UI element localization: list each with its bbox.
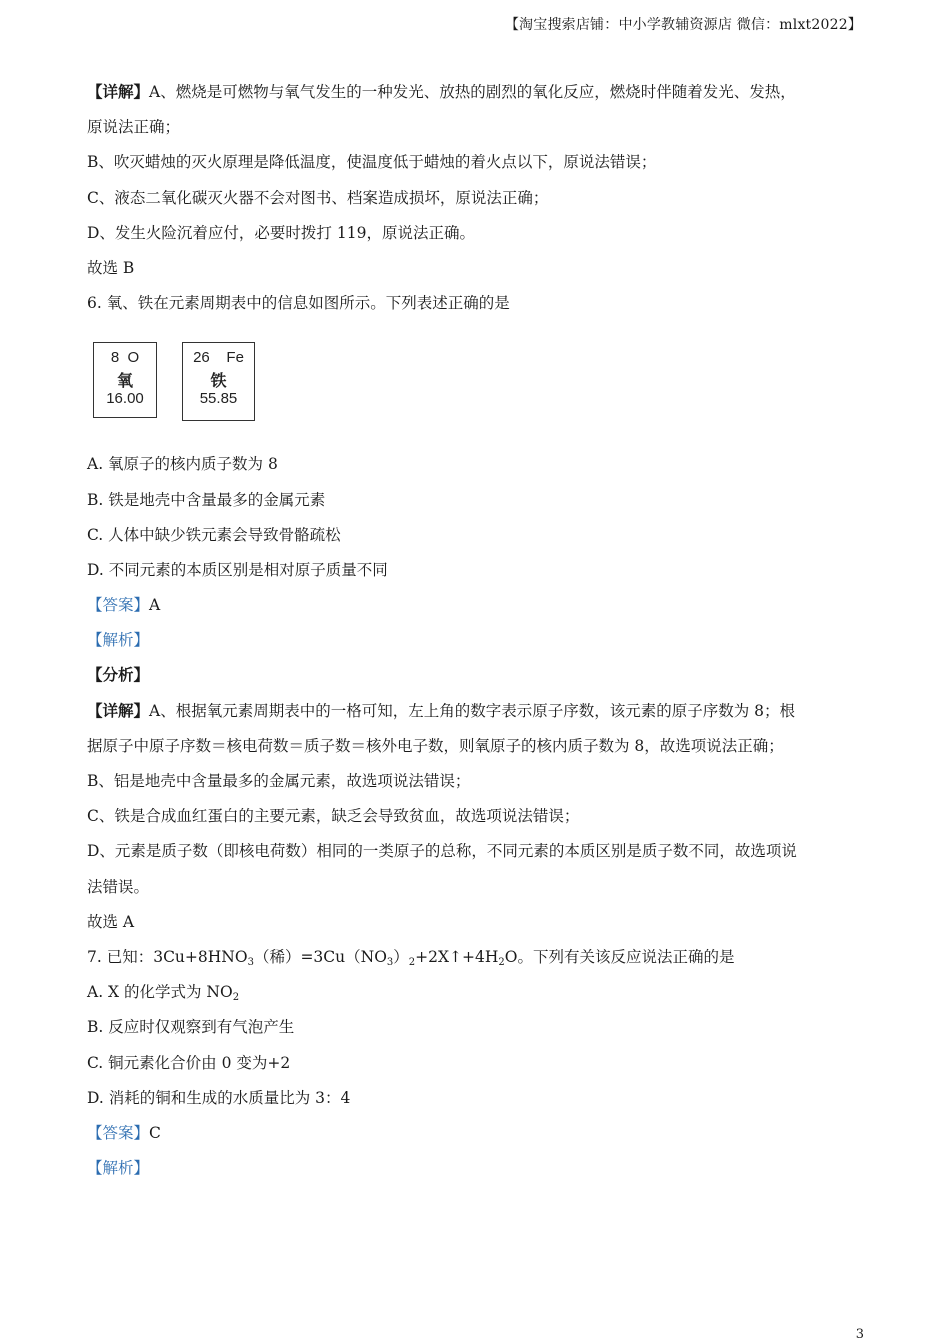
q6-option-b: B. 铁是地壳中含量最多的金属元素 — [87, 490, 326, 509]
q7-stem-subscript: 2 — [498, 956, 505, 968]
q7-stem-part: 7. 已知：3Cu+8HNO — [87, 947, 248, 966]
answer-value: C — [149, 1123, 161, 1142]
tile-symbol: O — [127, 349, 140, 367]
q7-option-b: B. 反应时仅观察到有气泡产生 — [87, 1018, 295, 1037]
q6-detail-c: C、铁是合成血红蛋白的主要元素，缺乏会导致贫血，故选项说法错误； — [87, 807, 580, 826]
q5-detail-a-line1 — [87, 78, 867, 113]
answer-label: 【答案】 — [87, 596, 150, 615]
q6-detail-a-line1 — [87, 697, 867, 732]
q6-conclusion: 故选 A — [87, 912, 135, 931]
q7-stem-part: ） — [393, 947, 409, 966]
element-tiles-figure — [87, 324, 867, 450]
q7-stem-subscript: 2 — [408, 956, 416, 968]
q7-stem-subscript: 3 — [386, 956, 394, 968]
q7-analysis-label: 【解析】 — [87, 1159, 150, 1178]
element-tile-oxygen — [93, 342, 157, 418]
q6-fenxi-label: 【分析】 — [87, 665, 150, 685]
q6-stem: 6. 氧、铁在元素周期表中的信息如图所示。下列表述正确的是 — [87, 294, 510, 313]
q7-stem-part: +2X↑+4H — [415, 947, 499, 966]
element-tile-iron — [182, 342, 255, 421]
q5-detail-a-line2: 原说法正确； — [87, 118, 181, 137]
q7-option-a — [87, 978, 867, 1013]
q6-detail-d-line2: 法错误。 — [87, 877, 150, 896]
tile-element-name: 铁 — [210, 373, 227, 391]
q7-stem — [87, 943, 867, 978]
q6-detail-a-text: A、根据氧元素周期表中的一格可知，左上角的数字表示原子序数，该元素的原子序数为 8；根 — [149, 701, 796, 720]
tile-atomic-mass: 55.85 — [199, 390, 238, 408]
q6-detail-a-line2: 据原子中原子序数＝核电荷数＝质子数＝核外电子数，则氧原子的核内质子数为 8，故选项说法正确； — [87, 736, 784, 755]
page-number: 3 — [855, 1327, 864, 1342]
q7-stem-part: O。下列有关该反应说法正确的是 — [504, 947, 735, 966]
q6-option-c: C. 人体中缺少铁元素会导致骨骼疏松 — [87, 525, 341, 544]
q5-detail-b: B、吹灭蜡烛的灭火原理是降低温度，使温度低于蜡烛的着火点以下，原说法错误； — [87, 153, 657, 172]
q7-option-a-text: A. X 的化学式为 NO — [87, 983, 233, 1002]
q5-detail-d: D、发生火险沉着应付，必要时拨打 119，原说法正确。 — [87, 223, 475, 242]
page-content — [87, 78, 867, 1189]
detail-label: 【详解】 — [87, 82, 150, 101]
answer-label: 【答案】 — [87, 1123, 150, 1142]
q6-option-d: D. 不同元素的本质区别是相对原子质量不同 — [87, 560, 388, 579]
q6-detail-d-line1: D、元素是质子数（即核电荷数）相同的一类原子的总称，不同元素的本质区别是质子数不同，故选项说 — [87, 842, 797, 861]
q7-stem-part: （稀）=3Cu（NO — [253, 947, 387, 966]
q6-analysis-label: 【解析】 — [87, 631, 150, 650]
page-header: 【淘宝搜索店铺：中小学教辅资源店 微信：mlxt2022】 — [504, 17, 862, 33]
q5-detail-a-text: A、燃烧是可燃物与氧气发生的一种发光、放热的剧烈的氧化反应，燃烧时伴随着发光、发热， — [149, 83, 796, 101]
tile-atomic-mass: 16.00 — [106, 390, 144, 408]
tile-atomic-number: 8 — [110, 349, 120, 367]
tile-atomic-number: 26 — [193, 349, 210, 367]
detail-label: 【详解】 — [87, 700, 150, 720]
q5-detail-c: C、液态二氧化碳灭火器不会对图书、档案造成损坏，原说法正确； — [87, 188, 549, 207]
q7-stem-subscript: 3 — [247, 956, 254, 968]
q6-answer — [87, 591, 867, 626]
tile-element-name: 氧 — [116, 373, 133, 391]
q7-option-a-subscript: 2 — [232, 992, 240, 1004]
tile-symbol: Fe — [226, 349, 244, 367]
q6-option-a: A. 氧原子的核内质子数为 8 — [87, 455, 278, 474]
answer-value: A — [149, 596, 161, 615]
q7-option-d: D. 消耗的铜和生成的水质量比为 3：4 — [87, 1088, 351, 1107]
q6-detail-b: B、铝是地壳中含量最多的金属元素，故选项说法错误； — [87, 772, 471, 790]
q7-option-c: C. 铜元素化合价由 0 变为+2 — [87, 1053, 291, 1072]
q5-conclusion: 故选 B — [87, 258, 135, 277]
q7-answer — [87, 1119, 867, 1154]
